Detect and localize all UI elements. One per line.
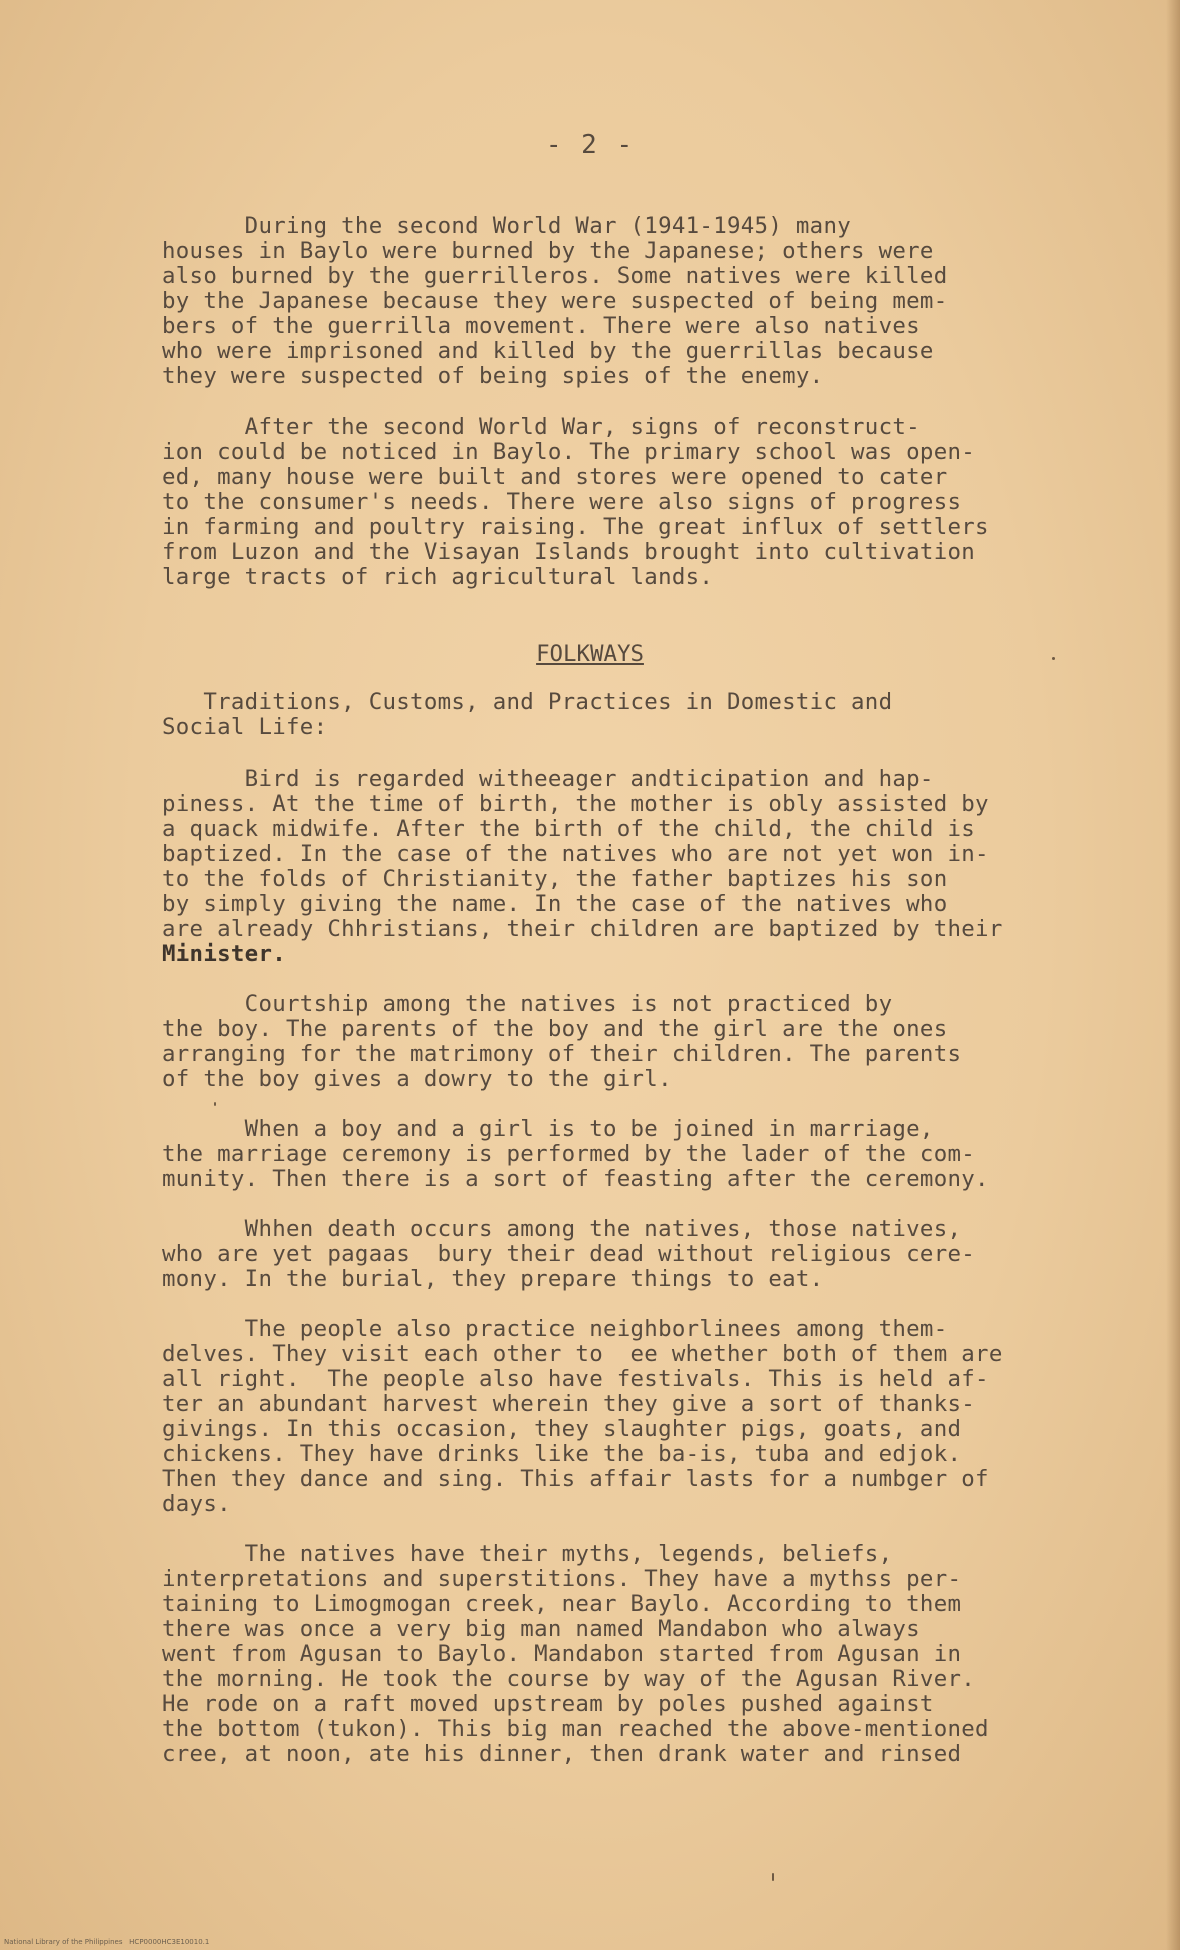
text-line: they were suspected of being spies of the enemy.: [162, 363, 824, 389]
text-line: went from Agusan to Baylo. Mandabon started from Agusan in: [162, 1641, 962, 1667]
text-line: are already Chhristians, their children are baptized by their: [162, 916, 1003, 942]
text-line: mony. In the burial, they prepare things to eat.: [162, 1266, 824, 1292]
text-line: The people also practice neighborlinees among them-: [162, 1316, 948, 1342]
section-heading: FOLKWAYS: [536, 641, 644, 667]
text-line: During the second World War (1941-1945) many: [162, 213, 852, 239]
text-line: who were imprisoned and killed by the guerrillas because: [162, 338, 934, 364]
text-line: Courtship among the natives is not practiced by: [162, 991, 893, 1017]
text-line: taining to Limogmogan creek, near Baylo. According to them: [162, 1591, 962, 1617]
text-line: Minister.: [162, 941, 287, 967]
text-line: all right. The people also have festivals. This is held af-: [162, 1366, 989, 1392]
text-line: ion could be noticed in Baylo. The primary school was open-: [162, 439, 976, 465]
archive-footer: National Library of the Philippines HCP0000HC3E10010.1: [4, 1938, 210, 1946]
text-line: to the folds of Christianity, the father baptizes his son: [162, 866, 948, 892]
text-line: the marriage ceremony is performed by the lader of the com-: [162, 1141, 976, 1167]
text-line: He rode on a raft moved upstream by poles pushed against: [162, 1691, 934, 1717]
text-line: houses in Baylo were burned by the Japanese; others were: [162, 238, 934, 264]
text-line: delves. They visit each other to ee whether both of them are: [162, 1341, 1003, 1367]
text-line: by the Japanese because they were suspected of being mem-: [162, 288, 948, 314]
page-edge-shadow: [1166, 0, 1180, 1950]
text-line: The natives have their myths, legends, beliefs,: [162, 1541, 893, 1567]
text-line: by simply giving the name. In the case of the natives who: [162, 891, 948, 917]
text-line: who are yet pagaas bury their dead without religious cere-: [162, 1241, 976, 1267]
text-line: the bottom (tukon). This big man reached the above-mentioned: [162, 1716, 989, 1742]
text-line: ed, many house were built and stores were opened to cater: [162, 464, 948, 490]
text-line: Then they dance and sing. This affair lasts for a numbger of: [162, 1466, 989, 1492]
page-number: - 2 -: [545, 130, 635, 160]
text-line: of the boy gives a dowry to the girl.: [162, 1066, 672, 1092]
text-line: cree, at noon, ate his dinner, then drank water and rinsed: [162, 1741, 962, 1767]
text-line: there was once a very big man named Mandabon who always: [162, 1616, 920, 1642]
text-line: arranging for the matrimony of their children. The parents: [162, 1041, 962, 1067]
text-line: also burned by the guerrilleros. Some natives were killed: [162, 263, 948, 289]
text-line: days.: [162, 1491, 231, 1517]
text-line: to the consumer's needs. There were also signs of progress: [162, 489, 962, 515]
text-line: givings. In this occasion, they slaughter pigs, goats, and: [162, 1416, 962, 1442]
text-line: the boy. The parents of the boy and the girl are the ones: [162, 1016, 948, 1042]
text-line: ter an abundant harvest wherein they give a sort of thanks-: [162, 1391, 976, 1417]
text-line: a quack midwife. After the birth of the child, the child is: [162, 816, 976, 842]
text-line: Social Life:: [162, 714, 328, 740]
paper-speck: [214, 1102, 216, 1106]
text-line: baptized. In the case of the natives who are not yet won in-: [162, 841, 989, 867]
text-line: munity. Then there is a sort of feasting after the ceremony.: [162, 1166, 989, 1192]
paper-speck: [772, 1873, 774, 1881]
text-line: bers of the guerrilla movement. There were also natives: [162, 313, 920, 339]
text-line: piness. At the time of birth, the mother is obly assisted by: [162, 791, 989, 817]
text-line: the morning. He took the course by way of the Agusan River.: [162, 1666, 976, 1692]
text-line: from Luzon and the Visayan Islands brought into cultivation: [162, 539, 976, 565]
paper-speck: [1052, 657, 1055, 660]
text-line: large tracts of rich agricultural lands.: [162, 564, 714, 590]
text-line: chickens. They have drinks like the ba-is, tuba and edjok.: [162, 1441, 962, 1467]
text-line: in farming and poultry raising. The great influx of settlers: [162, 514, 989, 540]
text-line: When a boy and a girl is to be joined in marriage,: [162, 1116, 934, 1142]
text-line: After the second World War, signs of reconstruct-: [162, 414, 920, 440]
text-line: Bird is regarded witheeager andticipation and hap-: [162, 766, 934, 792]
text-line: interpretations and superstitions. They have a mythss per-: [162, 1566, 962, 1592]
text-line: Traditions, Customs, and Practices in Domestic and: [162, 689, 893, 715]
text-line: Whhen death occurs among the natives, those natives,: [162, 1216, 962, 1242]
